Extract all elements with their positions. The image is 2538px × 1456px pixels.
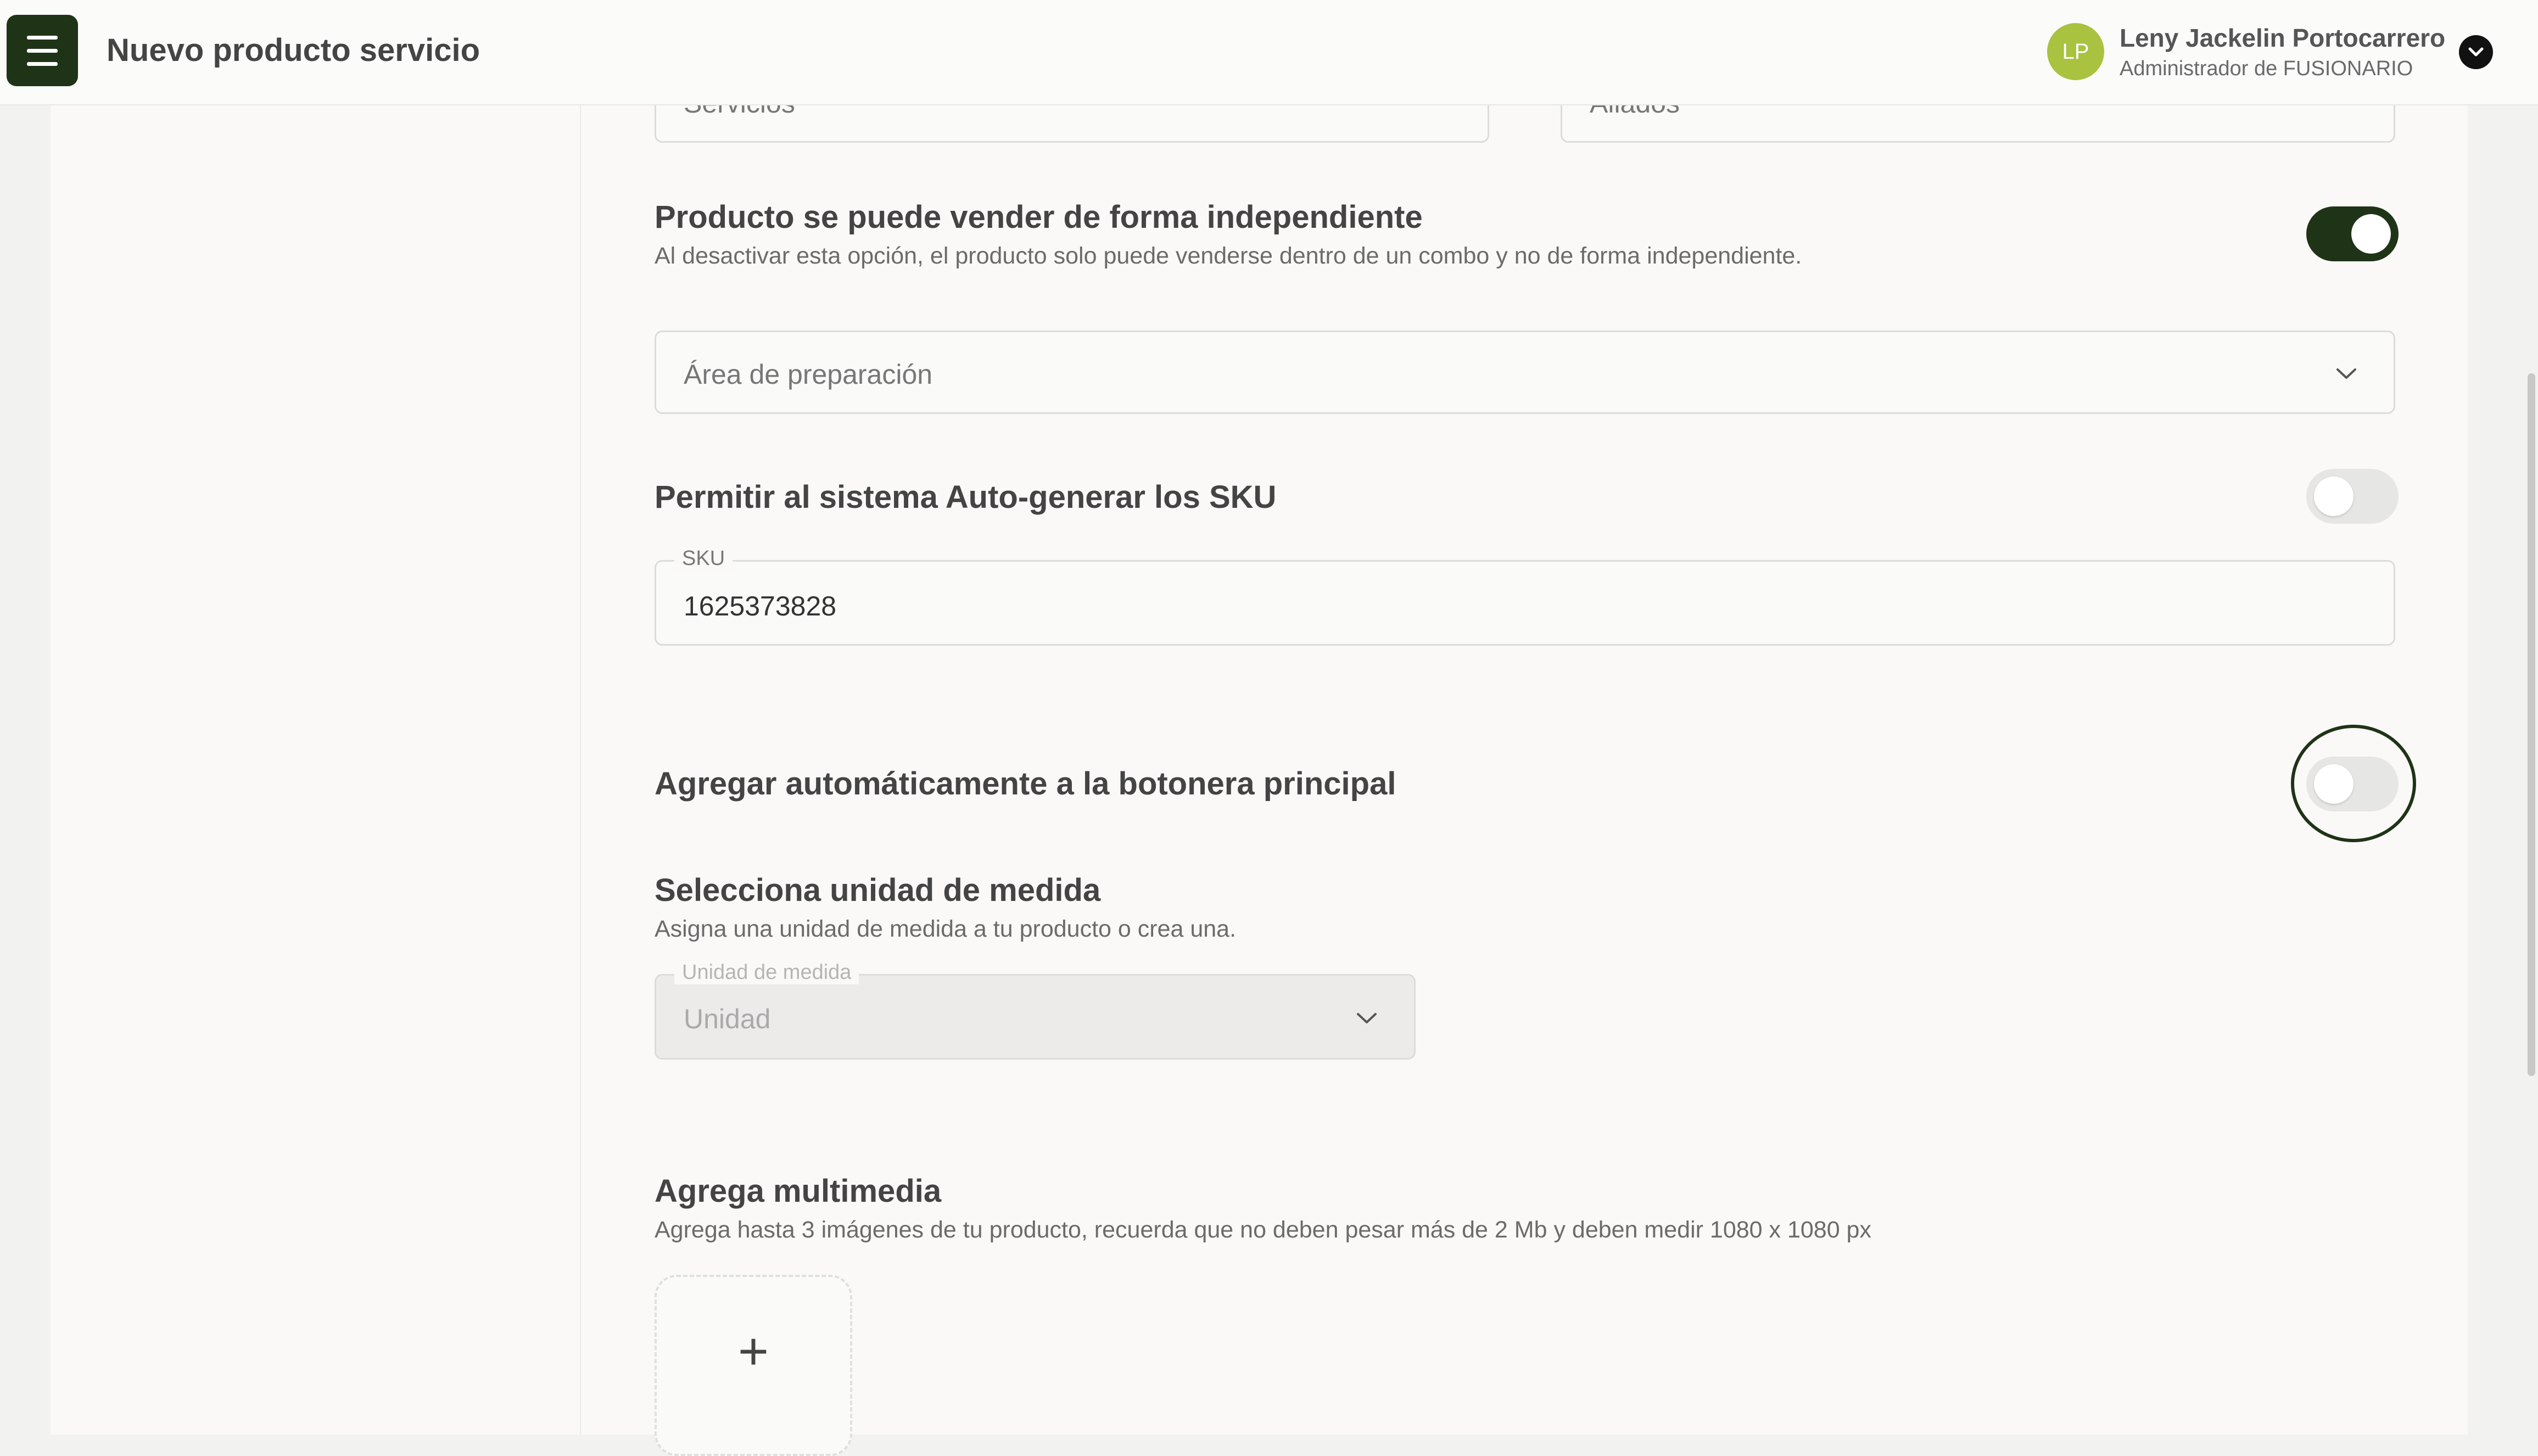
toggle-knob bbox=[2351, 214, 2391, 254]
scrollbar[interactable] bbox=[2528, 373, 2535, 1076]
chevron-down-icon bbox=[2335, 367, 2357, 380]
media-title: Agrega multimedia bbox=[655, 1173, 942, 1209]
auto-sku-title: Permitir al sistema Auto-generar los SKU bbox=[655, 479, 1277, 515]
unit-description: Asigna una unidad de medida a tu producto o crea una. bbox=[655, 916, 1237, 942]
page-title: Nuevo producto servicio bbox=[107, 32, 480, 68]
toggle-knob bbox=[2314, 764, 2353, 804]
sku-value: 1625373828 bbox=[684, 591, 837, 621]
plus-icon: + bbox=[737, 1322, 769, 1381]
independent-sale-title: Producto se puede vender de forma independiente bbox=[655, 199, 1423, 235]
user-role: Administrador de FUSIONARIO bbox=[2120, 57, 2413, 80]
media-description: Agrega hasta 3 imágenes de tu producto, recuerda que no deben pesar más de 2 Mb y deben medir 1080 x 1080 px bbox=[655, 1217, 1871, 1243]
main-buttons-toggle[interactable] bbox=[2306, 757, 2399, 811]
menu-icon[interactable] bbox=[7, 15, 78, 86]
auto-sku-toggle[interactable] bbox=[2306, 469, 2399, 524]
unit-select[interactable] bbox=[655, 974, 1416, 1060]
sku-label: SKU bbox=[674, 547, 733, 570]
user-name[interactable]: Leny Jackelin Portocarrero bbox=[2120, 24, 2446, 52]
left-panel bbox=[51, 0, 581, 1435]
chevron-down-icon bbox=[1356, 1012, 1378, 1025]
main-buttons-title: Agregar automáticamente a la botonera principal bbox=[655, 766, 1396, 802]
independent-sale-description: Al desactivar esta opción, el producto solo puede venderse dentro de un combo y no de forma independiente. bbox=[655, 243, 1802, 269]
chevron-down-icon[interactable] bbox=[2459, 35, 2493, 69]
independent-sale-toggle[interactable] bbox=[2306, 206, 2399, 261]
prep-area-select[interactable] bbox=[655, 331, 2395, 414]
unit-label: Unidad de medida bbox=[674, 961, 859, 984]
top-bar bbox=[0, 0, 2538, 105]
avatar[interactable]: LP bbox=[2047, 23, 2104, 80]
unit-value: Unidad bbox=[684, 1004, 771, 1034]
unit-title: Selecciona unidad de medida bbox=[655, 872, 1101, 908]
sku-field[interactable] bbox=[655, 560, 2395, 646]
prep-area-placeholder: Área de preparación bbox=[684, 359, 933, 390]
toggle-knob bbox=[2314, 477, 2353, 516]
add-image-button[interactable] bbox=[655, 1275, 852, 1456]
